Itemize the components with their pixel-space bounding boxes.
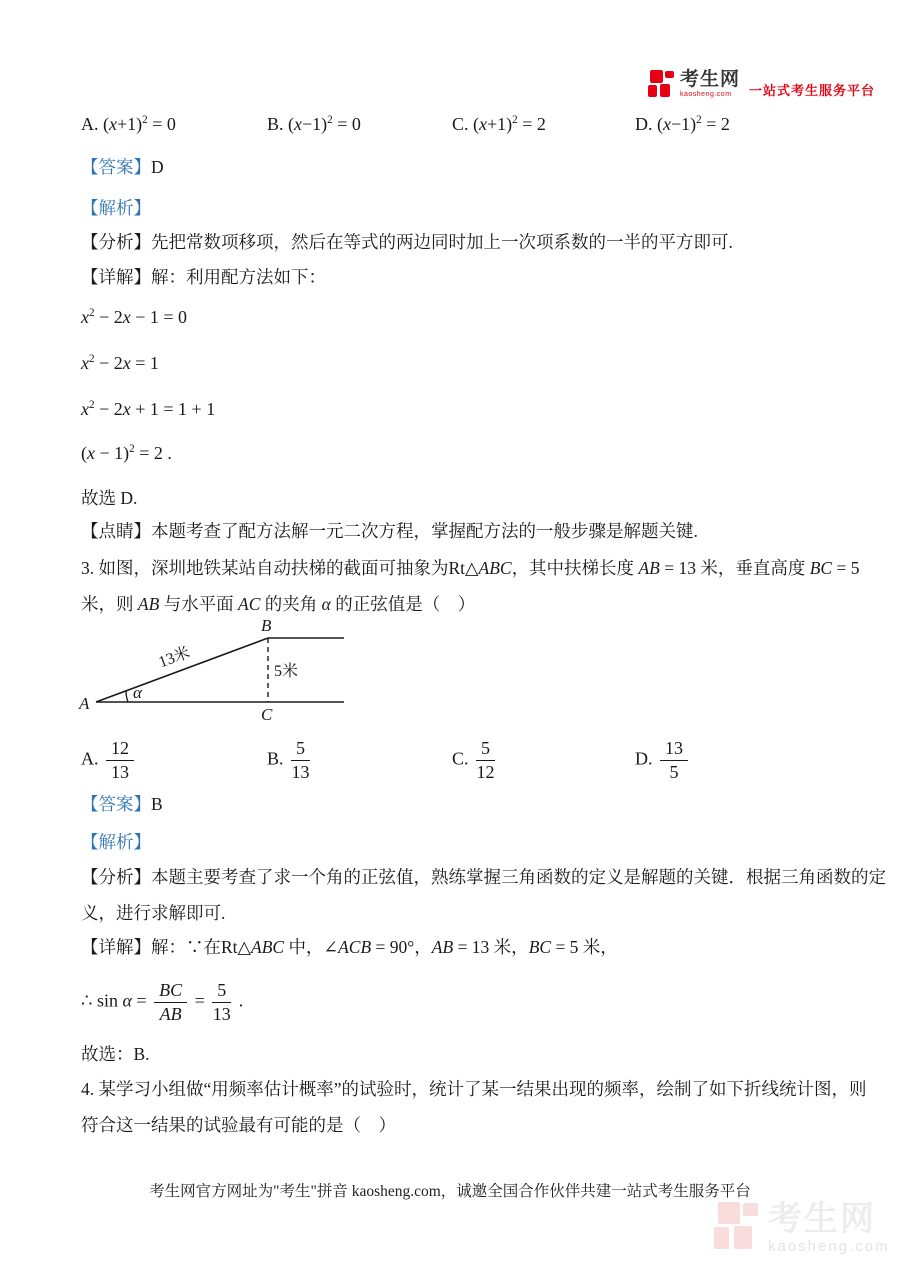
- q2-option-c: C. $(x+1)^2 = 2$: [452, 114, 546, 134]
- q3-option-d: D. $\frac{13}{5}$: [635, 738, 691, 782]
- vertex-a-label: A: [79, 694, 90, 713]
- hypotenuse-length-label: 13米: [156, 644, 193, 672]
- vertex-c-label: C: [261, 705, 273, 724]
- q4-stem-line2: 符合这一结果的试验最有可能的是（ ）: [81, 1115, 396, 1135]
- q2-answer-value: D: [151, 157, 164, 177]
- logo-block: [648, 85, 657, 98]
- alpha-label: α: [133, 683, 142, 702]
- height-length-label: 5米: [274, 663, 299, 680]
- kaosheng-watermark: [714, 1202, 890, 1255]
- q2-option-d: D. $(x-1)^2 = 2$: [635, 114, 730, 134]
- logo-block: [743, 1203, 758, 1216]
- logo-block: [660, 84, 671, 97]
- q2-equation-4: $(x - 1)^2 = 2$ .: [81, 443, 172, 463]
- q2-jiexi-label: 【解析】: [81, 198, 151, 218]
- brand-domain: kaosheng.com: [680, 91, 732, 98]
- triangle-figure: [78, 614, 358, 729]
- q3-option-c: C. $\frac{5}{12}$: [452, 738, 495, 782]
- watermark-text-block: [768, 1202, 890, 1255]
- brand-tagline: 一站式考生服务平台: [749, 83, 876, 98]
- watermark-brand-name: 考生网: [768, 1200, 876, 1238]
- logo-block: [665, 71, 674, 79]
- q2-answer-line: [81, 156, 164, 180]
- footer-text: 考生网官方网址为"考生"拼音 kaosheng.com，诚邀全国合作伙伴共建一站式考生服务平台: [149, 1183, 751, 1200]
- answer-label: 【答案】: [81, 157, 151, 177]
- q3-jiexi-label: 【解析】: [81, 832, 151, 852]
- q2-conclusion: 故选 D.: [81, 488, 138, 508]
- brand-name: 考生网: [680, 69, 741, 90]
- vertex-b-label: B: [261, 616, 272, 635]
- logo-block: [714, 1227, 729, 1249]
- angle-arc: [126, 691, 128, 702]
- logo-block: [718, 1202, 740, 1224]
- watermark-brand-domain: kaosheng.com: [768, 1238, 890, 1255]
- kaosheng-header-brand: [648, 70, 875, 99]
- q3-answer-value: B: [151, 794, 163, 814]
- q3-conclusion: 故选：B.: [81, 1044, 150, 1064]
- q3-analysis-line1: 【分析】本题主要考查了求一个角的正弦值，熟练掌握三角函数的定义是解题的关键．根据三角函数的定: [81, 867, 886, 887]
- q4-stem-line1: 4. 某学习小组做“用频率估计概率”的试验时，统计了某一结果出现的频率，绘制了如下折线统计图，则: [81, 1079, 867, 1099]
- logo-block: [734, 1226, 752, 1249]
- kaosheng-logo-icon: [648, 70, 675, 98]
- q2-equation-3: $x^2 - 2x + 1 = 1 + 1$: [81, 399, 216, 419]
- logo-block: [650, 70, 663, 83]
- q3-detail: 【详解】解：∵在Rt△ABC 中，∠ACB = 90°，AB = 13 米，BC = 5 米，: [81, 937, 618, 957]
- q3-sin-equation: ∴ sin α = $\frac{BC}{AB}$ = $\frac{5}{13}$ .: [81, 980, 244, 1024]
- q3-analysis-line2: 义，进行求解即可.: [81, 903, 226, 923]
- q2-comment: 【点睛】本题考查了配方法解一元二次方程，掌握配方法的一般步骤是解题关键.: [81, 521, 698, 541]
- q3-option-b: B. $\frac{5}{13}$: [267, 738, 310, 782]
- q2-analysis: 【分析】先把常数项移项，然后在等式的两边同时加上一次项系数的一半的平方即可.: [81, 232, 733, 252]
- q3-stem-line1: 3. 如图，深圳地铁某站自动扶梯的截面可抽象为Rt△ABC，其中扶梯长度 AB = 13 米，垂直高度 BC = 5: [81, 558, 860, 578]
- q2-detail-head: 【详解】解：利用配方法如下：: [81, 267, 326, 287]
- answer-label: 【答案】: [81, 794, 151, 814]
- q2-equation-2: $x^2 - 2x = 1$: [81, 353, 159, 373]
- q2-equation-1: $x^2 - 2x - 1 = 0$: [81, 307, 188, 327]
- watermark-logo-icon: [714, 1202, 760, 1250]
- q2-option-b: B. $(x-1)^2 = 0$: [267, 114, 361, 134]
- q3-option-a: A. $\frac{12}{13}$: [81, 738, 137, 782]
- q3-stem-line2: 米，则 AB 与水平面 AC 的夹角 α 的正弦值是（ ）: [81, 594, 476, 614]
- q3-answer-line: [81, 793, 163, 817]
- q2-option-a: A. $(x+1)^2 = 0$: [81, 114, 176, 134]
- brand-text-block: [680, 70, 740, 98]
